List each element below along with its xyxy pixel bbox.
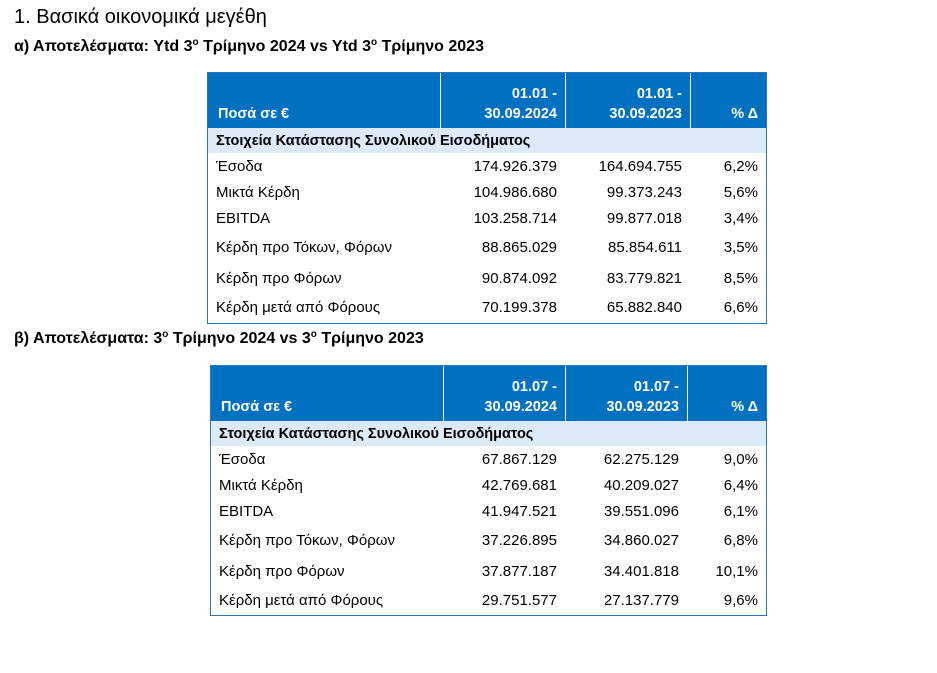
row-label: EBITDA [219,503,274,520]
value-2024: 103.258.714 [473,210,557,227]
header-percent-change: % Δ [687,366,766,421]
value-2023: 40.209.027 [603,477,679,494]
value-2023: 34.401.818 [603,563,679,580]
value-2023: 83.779.821 [606,270,682,287]
row-label: Μικτά Κέρδη [216,184,300,201]
caption-superscript: ο [310,329,317,340]
results-table-ytd [207,72,767,324]
value-2023: 99.877.018 [606,210,682,227]
header-period-2023: 01.07 - 30.09.2023 [565,366,687,421]
table-b-caption [14,330,424,348]
page-heading: 1. Βασικά οικονομικά μεγέθη [14,6,267,28]
table-row [208,294,766,322]
percent-change: 8,5% [723,270,758,287]
table-row [211,557,766,587]
value-2023: 34.860.027 [603,532,679,549]
value-2023: 62.275.129 [603,451,679,468]
value-2024: 88.865.029 [481,239,557,256]
row-label: Κέρδη προ Φόρων [219,563,345,580]
header-amounts-label: Ποσά σε € [221,399,293,415]
caption-superscript: ο [371,37,378,48]
table-row [208,264,766,294]
percent-change: 6,8% [723,532,758,549]
value-2024: 29.751.577 [481,592,557,609]
caption-superscript: ο [192,37,199,48]
table-row [208,206,766,232]
caption-text: Τρίμηνο 2023 [316,330,424,347]
row-label: Έσοδα [219,451,266,468]
value-2024: 174.926.379 [473,158,557,175]
percent-change: 6,1% [723,503,758,520]
percent-change: 9,0% [723,451,758,468]
value-2024: 37.877.187 [481,563,557,580]
percent-change: 5,6% [723,184,758,201]
table-row [208,180,766,206]
header-percent-change: % Δ [690,73,766,128]
row-label: Κέρδη προ Τόκων, Φόρων [219,532,395,549]
row-label: Κέρδη μετά από Φόρους [216,299,381,316]
table-header [211,366,766,421]
row-label: EBITDA [216,210,271,227]
section-row: Στοιχεία Κατάστασης Συνολικού Εισοδήματος [208,128,766,154]
table-row [208,232,766,264]
caption-text: Τρίμηνο 2023 [377,38,484,55]
row-label: Έσοδα [216,158,263,175]
caption-text: Τρίμηνο 2024 vs Ytd 3 [198,38,372,55]
value-2024: 42.769.681 [481,477,557,494]
table-row [211,447,766,473]
value-2024: 90.874.092 [481,270,557,287]
value-2024: 104.986.680 [473,184,557,201]
percent-change: 6,6% [723,299,758,316]
section-row: Στοιχεία Κατάστασης Συνολικού Εισοδήματος [211,421,766,447]
caption-text: α) Αποτελέσματα: Ytd 3 [14,38,193,55]
value-2024: 37.226.895 [481,532,557,549]
value-2024: 67.867.129 [481,451,557,468]
table-row [211,587,766,614]
percent-change: 3,4% [723,210,758,227]
table-a-caption [14,38,484,56]
value-2023: 85.854.611 [608,239,682,256]
caption-superscript: ο [162,329,169,340]
header-period-2024: 01.07 - 30.09.2024 [443,366,565,421]
percent-change: 3,5% [723,239,758,256]
value-2023: 65.882.840 [606,299,682,316]
table-body [208,154,766,322]
caption-text: Τρίμηνο 2024 vs 3 [168,330,311,347]
header-period-2024: 01.01 - 30.09.2024 [440,73,565,128]
table-row [208,154,766,180]
value-2023: 99.373.243 [606,184,682,201]
table-body [211,447,766,614]
value-2024: 41.947.521 [481,503,557,520]
percent-change: 9,6% [723,592,758,609]
table-header [208,73,766,128]
caption-text: β) Αποτελέσματα: 3 [14,330,163,347]
row-label: Κέρδη προ Φόρων [216,270,342,287]
row-label: Κέρδη προ Τόκων, Φόρων [216,239,392,256]
row-label: Κέρδη μετά από Φόρους [219,592,384,609]
results-table-quarter [210,365,767,616]
value-2023: 164.694.755 [598,158,682,175]
table-row [211,473,766,499]
row-label: Μικτά Κέρδη [219,477,303,494]
percent-change: 10,1% [715,563,758,580]
header-period-2023: 01.01 - 30.09.2023 [565,73,690,128]
percent-change: 6,2% [723,158,758,175]
value-2023: 27.137.779 [603,592,679,609]
table-row [211,499,766,525]
header-amounts-label: Ποσά σε € [218,106,290,122]
value-2024: 70.199.378 [481,299,557,316]
percent-change: 6,4% [723,477,758,494]
value-2023: 39.551.096 [603,503,679,520]
table-row [211,525,766,557]
